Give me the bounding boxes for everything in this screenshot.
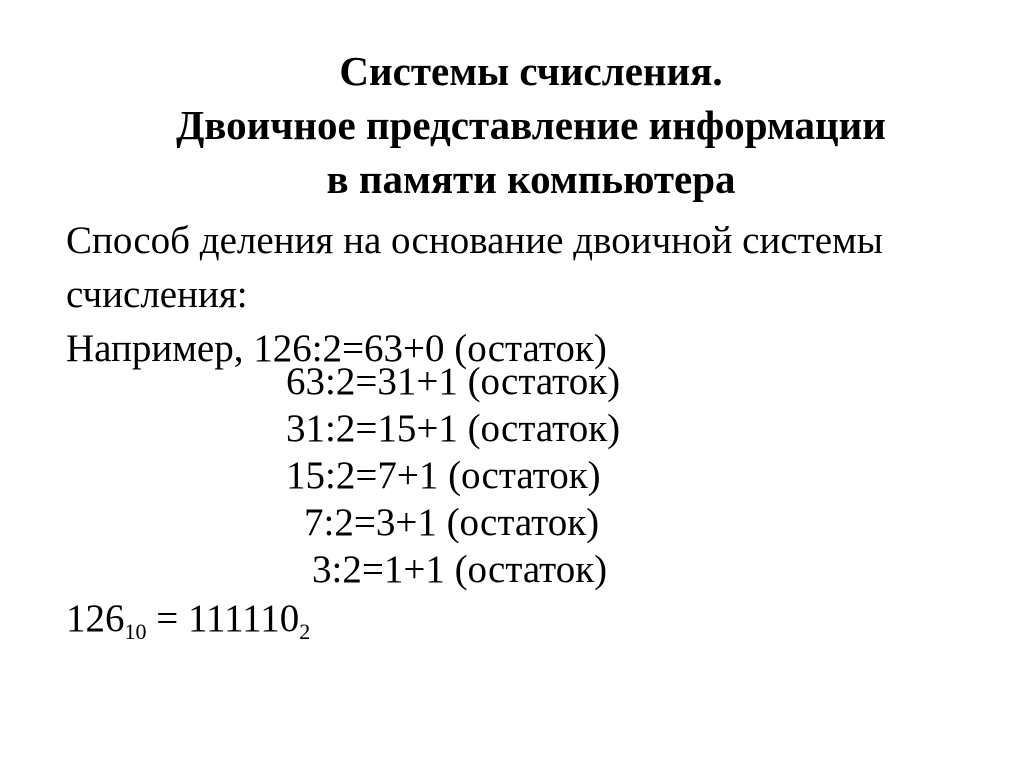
title-line-2: Двоичное представление информации [176,102,886,148]
decimal-value: 126 [66,597,125,640]
example-line: Например, 126:2=63+0 (остаток) [66,327,607,370]
conversion-result [66,592,310,646]
division-step: 15:2=7+1 (остаток) [286,454,601,497]
division-step: 63:2=31+1 (остаток) [286,360,621,403]
division-step: 3:2=1+1 (остаток) [312,548,608,591]
division-step: 31:2=15+1 (остаток) [286,407,621,450]
intro-line-1: Способ деления на основание двоичной системы [66,219,883,262]
intro-text [66,214,883,376]
title-line-3: в памяти компьютера [326,156,736,202]
intro-line-2: счисления: [66,273,248,316]
title-line-1: Системы счисления. [339,48,723,94]
slide-title [0,44,1024,206]
division-step: 7:2=3+1 (остаток) [304,501,600,544]
binary-base: 2 [299,619,311,644]
equals-sign: = [146,597,188,640]
decimal-base: 10 [124,619,147,644]
binary-value: 111110 [188,597,300,640]
